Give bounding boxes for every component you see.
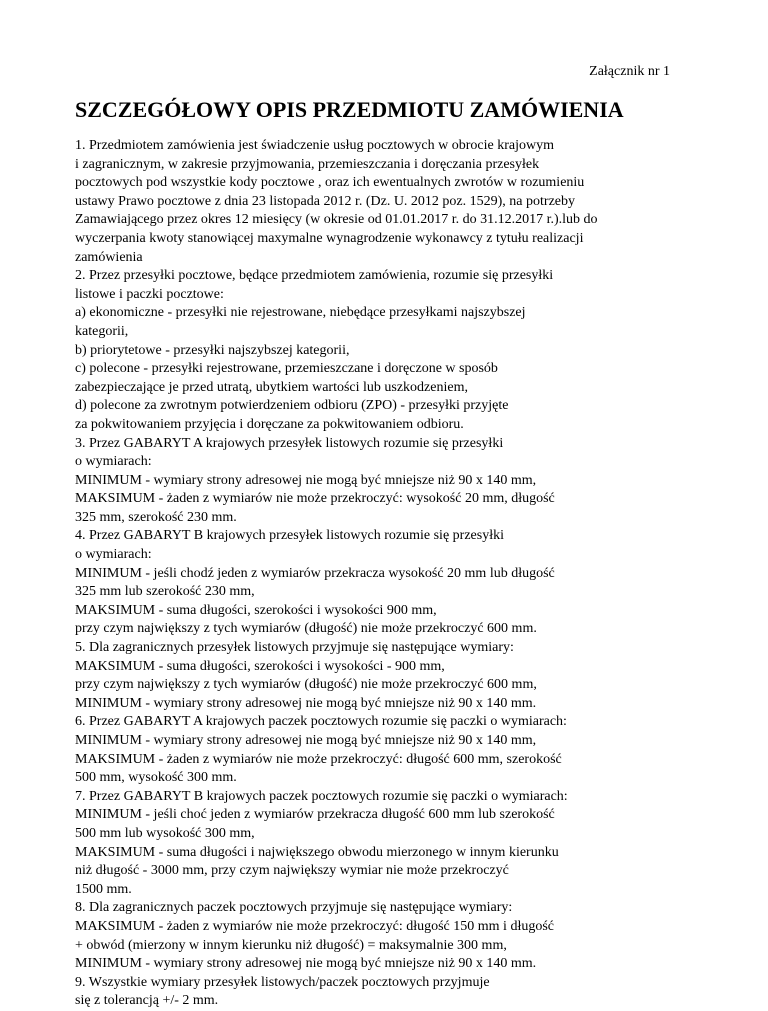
body-line: a) ekonomiczne - przesyłki nie rejestrowane, niebędące przesyłkami najszybszej [75, 305, 526, 321]
body-line: o wymiarach: [75, 454, 152, 470]
body-line: przy czym największy z tych wymiarów (długość) nie może przekroczyć 600 mm, [75, 677, 537, 693]
body-line: MINIMUM - jeśli chodź jeden z wymiarów przekracza wysokość 20 mm lub długość [75, 565, 555, 581]
body-line: MAKSIMUM - żaden z wymiarów nie może przekroczyć: długość 600 mm, szerokość [75, 751, 562, 767]
body-line: MINIMUM - wymiary strony adresowej nie mogą być mniejsze niż 90 x 140 mm. [75, 695, 537, 711]
body-line: 1500 mm. [75, 881, 132, 897]
body-line: 500 mm, wysokość 300 mm. [75, 770, 237, 786]
body-line: 5. Dla zagranicznych przesyłek listowych przyjmuje się następujące wymiary: [75, 640, 514, 656]
body-line: 3. Przez GABARYT A krajowych przesyłek listowych rozumie się przesyłki [75, 435, 504, 451]
body-line: się z tolerancją +/- 2 mm. [75, 993, 219, 1009]
body-line: MINIMUM - jeśli choć jeden z wymiarów przekracza długość 600 mm lub szerokość [75, 807, 555, 823]
body-line: zamówienia [75, 249, 143, 265]
body-line: 500 mm lub wysokość 300 mm, [75, 825, 255, 841]
body-line: niż długość - 3000 mm, przy czym największy wymiar nie może przekroczyć [75, 863, 509, 879]
body-line: 8. Dla zagranicznych paczek pocztowych przyjmuje się następujące wymiary: [75, 900, 513, 916]
body-line: 6. Przez GABARYT A krajowych paczek pocztowych rozumie się paczki o wymiarach: [75, 714, 567, 730]
body-line: 325 mm lub szerokość 230 mm, [75, 584, 255, 600]
body-line: zabezpieczające je przed utratą, ubytkiem wartości lub uszkodzeniem, [75, 379, 468, 395]
body-line: b) priorytetowe - przesyłki najszybszej kategorii, [75, 342, 350, 358]
annex-label: Załącznik nr 1 [589, 64, 670, 79]
body-line: 9. Wszystkie wymiary przesyłek listowych/paczek pocztowych przyjmuje [75, 974, 490, 990]
body-line: MINIMUM - wymiary strony adresowej nie mogą być mniejsze niż 90 x 140 mm, [75, 472, 537, 488]
body-line: 1. Przedmiotem zamówienia jest świadczenie usług pocztowych w obrocie krajowym [75, 138, 554, 153]
body-line: kategorii, [75, 323, 129, 339]
body-line: 2. Przez przesyłki pocztowe, będące przedmiotem zamówienia, rozumie się przesyłki [75, 268, 554, 284]
body-line: MAKSIMUM - żaden z wymiarów nie może przekroczyć: wysokość 20 mm, długość [75, 491, 555, 507]
document-body [75, 137, 715, 1011]
body-line: przy czym największy z tych wymiarów (długość) nie może przekroczyć 600 mm. [75, 621, 537, 637]
body-line: pocztowych pod wszystkie kody pocztowe , oraz ich ewentualnych zwrotów w rozumieniu [75, 175, 585, 191]
body-line: MAKSIMUM - suma długości, szerokości i wysokości - 900 mm, [75, 658, 445, 674]
body-line: MINIMUM - wymiary strony adresowej nie mogą być mniejsze niż 90 x 140 mm. [75, 956, 537, 972]
body-line: ustawy Prawo pocztowe z dnia 23 listopada 2012 r. (Dz. U. 2012 poz. 1529), na potrzeby [75, 193, 575, 209]
body-line: wyczerpania kwoty stanowiącej maxymalne wynagrodzenie wykonawcy z tytułu realizacji [75, 230, 584, 246]
body-line: i zagranicznym, w zakresie przyjmowania, przemieszczania i doręczania przesyłek [75, 156, 540, 172]
body-line: 325 mm, szerokość 230 mm. [75, 509, 237, 525]
body-line: Zamawiającego przez okres 12 miesięcy (w okresie od 01.01.2017 r. do 31.12.2017 r.).lub do [75, 212, 598, 228]
body-line: o wymiarach: [75, 547, 152, 563]
document-title: SZCZEGÓŁOWY OPIS PRZEDMIOTU ZAMÓWIENIA [75, 97, 624, 122]
body-line: 4. Przez GABARYT B krajowych przesyłek listowych rozumie się przesyłki [75, 528, 504, 544]
body-line: MAKSIMUM - suma długości i największego obwodu mierzonego w innym kierunku [75, 844, 559, 860]
body-line: MAKSIMUM - suma długości, szerokości i wysokości 900 mm, [75, 602, 437, 618]
body-line: listowe i paczki pocztowe: [75, 286, 224, 302]
body-line: + obwód (mierzony w innym kierunku niż długość) = maksymalnie 300 mm, [75, 937, 507, 953]
body-line: c) polecone - przesyłki rejestrowane, przemieszczane i doręczone w sposób [75, 361, 498, 377]
body-line: d) polecone za zwrotnym potwierdzeniem odbioru (ZPO) - przesyłki przyjęte [75, 398, 509, 414]
body-line: MAKSIMUM - żaden z wymiarów nie może przekroczyć: długość 150 mm i długość [75, 918, 554, 934]
body-line: za pokwitowaniem przyjęcia i doręczane za pokwitowaniem odbioru. [75, 416, 464, 432]
body-line: 7. Przez GABARYT B krajowych paczek pocztowych rozumie się paczki o wymiarach: [75, 788, 568, 804]
body-line: MINIMUM - wymiary strony adresowej nie mogą być mniejsze niż 90 x 140 mm, [75, 733, 537, 748]
